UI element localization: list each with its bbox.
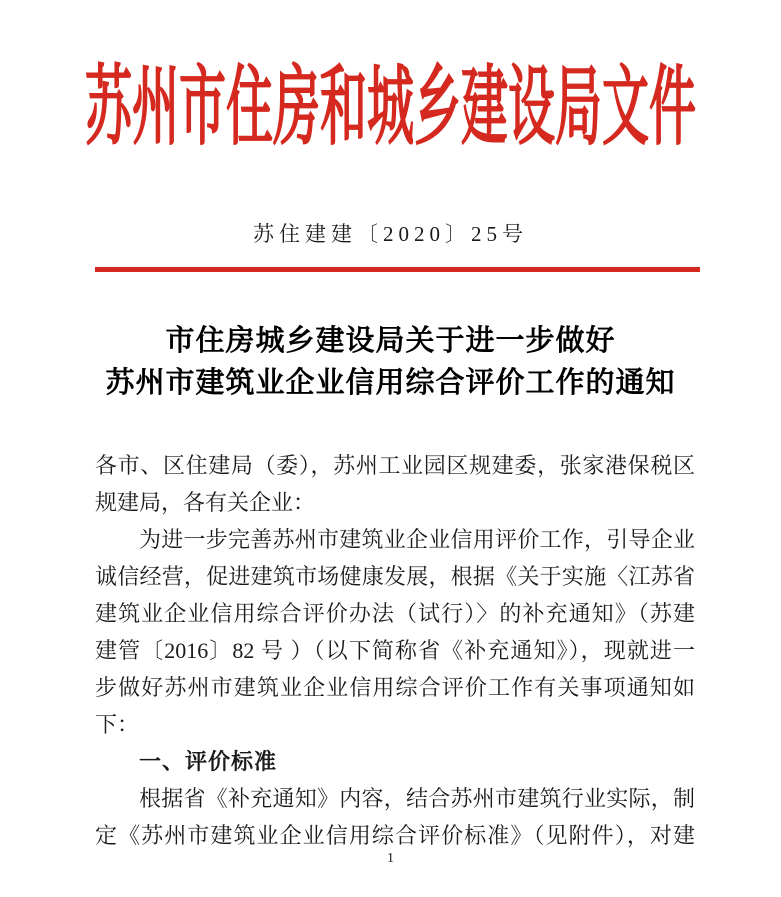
issuing-agency-banner-title: 苏州市住房和城乡建设局文件 — [85, 60, 696, 157]
red-header-banner — [0, 45, 781, 155]
document-body — [95, 447, 695, 854]
document-title-line-2: 苏州市建筑业企业信用综合评价工作的通知 — [105, 367, 676, 399]
page-number: 1 — [387, 851, 394, 866]
document-title — [0, 320, 781, 404]
body-line: 建筑业企业信用综合评价办法（试行）〉的补充通知》（苏建 — [95, 601, 695, 626]
red-divider-line — [95, 267, 700, 272]
body-line: 规建局，各有关企业： — [95, 490, 316, 515]
body-line: 诚信经营，促进建筑市场健康发展，根据《关于实施〈江苏省 — [95, 564, 695, 589]
body-line: 建管〔2016〕82 号 ）（以下简称省《补充通知》），现就进一 — [95, 638, 695, 663]
body-line: 根据省《补充通知》内容，结合苏州市建筑行业实际，制 — [139, 786, 695, 811]
section-heading: 一、评价标准 — [139, 749, 278, 774]
body-line: 下： — [95, 712, 140, 737]
body-line: 定《苏州市建筑业企业信用综合评价标准》（见附件），对建 — [95, 823, 695, 848]
body-line: 各市、区住建局（委），苏州工业园区规建委，张家港保税区 — [95, 453, 695, 478]
body-line: 步做好苏州市建筑业企业信用综合评价工作有关事项通知如 — [95, 675, 695, 700]
document-title-line-1: 市住房城乡建设局关于进一步做好 — [165, 325, 616, 357]
body-line: 为进一步完善苏州市建筑业企业信用评价工作，引导企业 — [139, 527, 695, 552]
document-reference-number: 苏住建建〔2020〕25号 — [253, 222, 528, 246]
